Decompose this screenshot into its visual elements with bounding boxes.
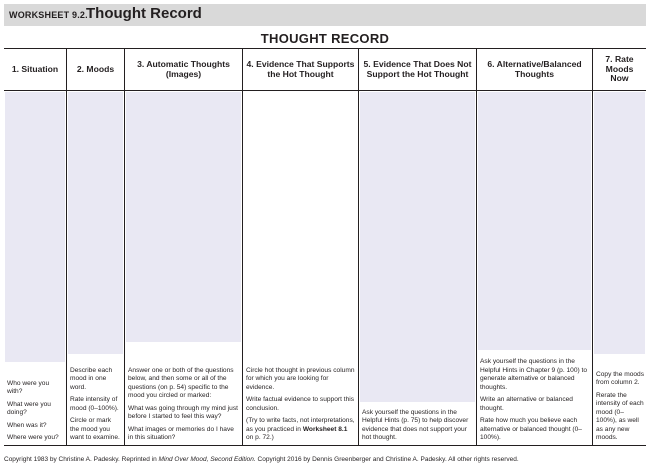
writing-area (68, 92, 123, 354)
hint-text: When was it? (7, 421, 47, 429)
column-body-evidence-not-supports[interactable] (359, 91, 476, 445)
hint-text: Circle hot thought in previous column for which you are looking for evidence. (246, 366, 355, 391)
column-header-moods: 2. Moods (67, 49, 124, 91)
column-header-alternative-thoughts: 6. Alternative/Balanced Thoughts (477, 49, 592, 91)
copyright-notice (4, 456, 646, 463)
hint-text: Ask yourself the questions in the Helpful Hints (p. 75) to help discover evidence that does not support your hot thought. (362, 408, 469, 442)
writing-area (478, 92, 591, 350)
column-hints (362, 409, 474, 443)
column-hints (70, 367, 122, 444)
hint-text: Ask yourself the questions in the Helpful Hints in Chapter 9 (p. 100) to generate alternative or balanced thoughts. (480, 357, 588, 391)
writing-area (126, 92, 241, 342)
hint-text: What images or memories do I have in this situation? (128, 425, 234, 442)
column-hints (128, 367, 240, 444)
column-alternative-thoughts (476, 49, 592, 445)
column-rate-moods (592, 49, 646, 445)
column-header-automatic-thoughts: 3. Automatic Thoughts (Images) (125, 49, 242, 91)
column-hints (480, 358, 590, 443)
copyright-text: Copyright 1983 by Christine A. Padesky. Reprinted in (4, 456, 159, 463)
hint-text: Answer one or both of the questions below, and then some or all of the questions (on p. 54) specific to the mood you circled or marked: (128, 366, 234, 400)
writing-area (5, 92, 65, 362)
copyright-text: Copyright 2016 by Dennis Greenberger and Christine A. Padesky. All other rights reserved. (255, 456, 519, 463)
column-body-situation[interactable] (4, 91, 66, 445)
writing-area (360, 92, 475, 402)
hint-text: Who were you with? (7, 379, 50, 396)
column-body-moods[interactable] (67, 91, 124, 445)
hint-text: Copy the moods from column 2. (596, 370, 645, 387)
column-header-evidence-supports: 4. Evidence That Supports the Hot Thought (243, 49, 358, 91)
hint-text: on p. 72.) (246, 434, 274, 442)
worksheet-title: Thought Record (86, 5, 202, 22)
record-title: THOUGHT RECORD (260, 31, 390, 46)
hint-text: What was going through my mind just before I started to feel this way? (128, 404, 238, 421)
hint-text: Circle or mark the mood you want to examine. (70, 417, 120, 442)
book-title: Mind Over Mood, Second Edition. (158, 456, 256, 463)
column-automatic-thoughts (124, 49, 242, 445)
column-moods (66, 49, 124, 445)
hint-text: Rate intensity of mood (0–100%). (70, 396, 119, 412)
thought-record-table (4, 48, 646, 446)
hint-text: (Try to write facts, not interpretations, as you practiced in (246, 417, 355, 433)
writing-area (594, 92, 645, 354)
hint-text: Where were you? (7, 434, 59, 442)
hint-text: Write an alternative or balanced thought. (480, 396, 573, 412)
worksheet-reference: Worksheet 8.1 (302, 425, 348, 433)
column-hints (7, 380, 64, 443)
hint-text: What were you doing? (7, 400, 51, 417)
hint-text-reference (246, 417, 356, 443)
column-body-alternative-thoughts[interactable] (477, 91, 592, 445)
column-header-situation: 1. Situation (4, 49, 66, 91)
column-hints (596, 371, 644, 444)
hint-text: Write factual evidence to support this conclusion. (246, 396, 354, 412)
column-body-automatic-thoughts[interactable] (125, 91, 242, 445)
column-evidence-supports (242, 49, 358, 445)
column-situation (4, 49, 66, 445)
hint-text: Rerate the intensity of each mood (0–100%), as well as any new moods. (596, 391, 644, 442)
hint-text: Rate how much you believe each alternative or balanced thought (0–100%). (480, 417, 582, 442)
column-header-evidence-not-supports: 5. Evidence That Does Not Support the Hot Thought (359, 49, 476, 91)
hint-text: Describe each mood in one word. (70, 366, 113, 391)
column-evidence-not-supports (358, 49, 476, 445)
column-hints (246, 367, 356, 444)
column-body-rate-moods[interactable] (593, 91, 646, 445)
column-header-rate-moods: 7. Rate Moods Now (593, 49, 646, 91)
worksheet-label: WORKSHEET 9.2. (9, 10, 88, 20)
column-body-evidence-supports[interactable] (243, 91, 358, 445)
